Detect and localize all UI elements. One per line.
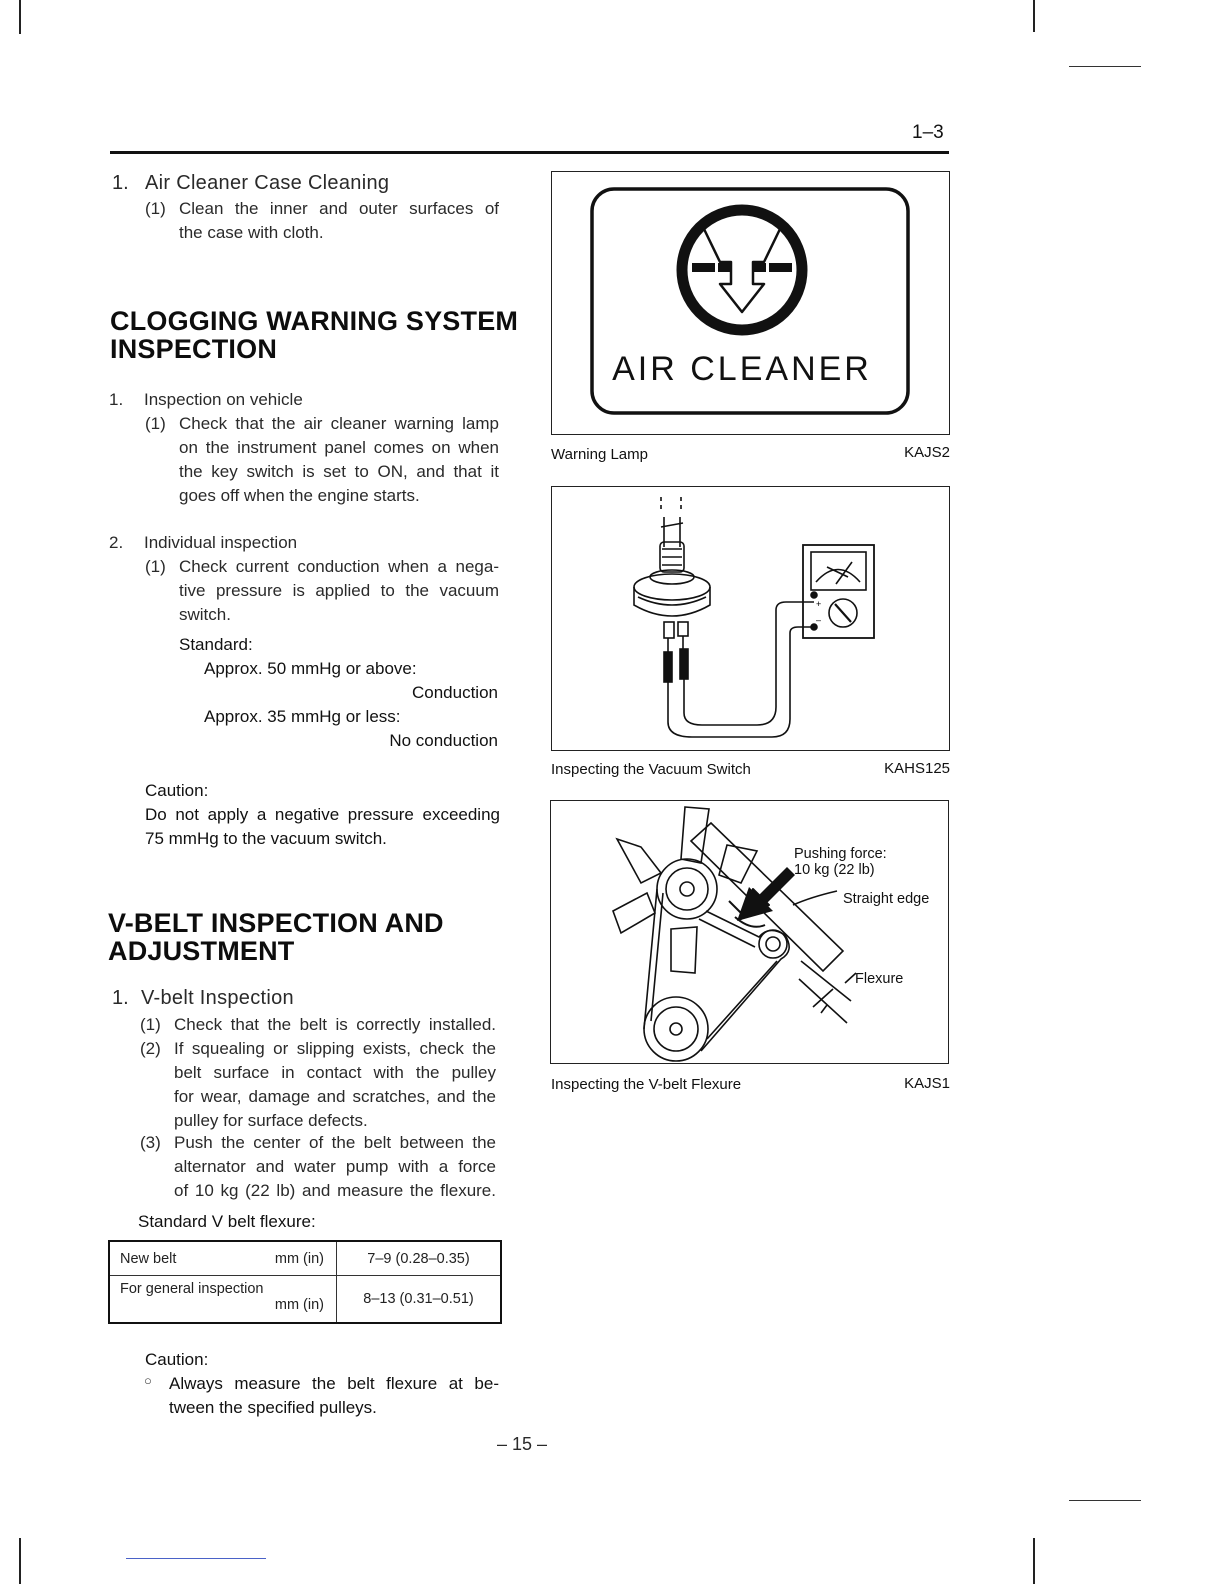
step-number: (3)	[140, 1133, 161, 1152]
standard-result: Conduction	[411, 683, 498, 702]
step-text: the key switch is set to ON, and that it	[179, 462, 499, 481]
lamp-label: AIR CLEANER	[612, 350, 872, 388]
caution-label: Caution:	[145, 1350, 209, 1369]
item-title: Inspection on vehicle	[144, 390, 303, 409]
caution-text: Do not apply a negative pressure exceeding	[145, 805, 500, 824]
section-heading: V-BELT INSPECTION AND	[108, 908, 444, 938]
crop-mark-bottom-right	[1033, 1538, 1035, 1584]
step-text: on the instrument panel comes on when	[179, 438, 499, 457]
figure-warning-lamp	[551, 171, 950, 435]
header-rule	[110, 151, 949, 154]
step-text: pulley for surface defects.	[174, 1111, 368, 1130]
ohmmeter-minus-terminal: –	[816, 615, 822, 625]
item-number: 1.	[112, 987, 129, 1009]
row-unit: mm (in)	[274, 1297, 324, 1314]
crop-mark-top-right	[1033, 0, 1035, 32]
step-text: switch.	[179, 605, 231, 624]
flexure-spec-table	[108, 1240, 502, 1324]
step-text: tive pressure is applied to the vacuum	[179, 581, 499, 600]
ohmmeter-plus-terminal: +	[816, 599, 822, 609]
caution-label: Caution:	[145, 781, 209, 800]
section-item-number: 1.	[112, 172, 129, 194]
step-number: (1)	[145, 557, 166, 576]
item-number: 2.	[109, 533, 124, 552]
table-cell-value: 7–9 (0.28–0.35)	[337, 1241, 502, 1276]
figure-caption: Warning Lamp	[551, 446, 648, 463]
warning-lamp-illustration	[552, 172, 948, 433]
row-label: New belt	[120, 1250, 177, 1267]
table-cell-label	[109, 1241, 337, 1276]
flexure-measure-line	[799, 979, 847, 1023]
step-text: If squealing or slipping exists, check the	[174, 1039, 496, 1058]
caution-text: 75 mmHg to the vacuum switch.	[145, 829, 387, 848]
step-number: (1)	[140, 1015, 161, 1034]
fan-blade	[671, 927, 697, 973]
section-heading: ADJUSTMENT	[108, 936, 295, 966]
caution-text: Always measure the belt flexure at be-	[169, 1374, 499, 1393]
fan-blade	[719, 845, 757, 883]
pushing-force-label: Pushing force:	[794, 846, 887, 862]
step-number: (1)	[145, 199, 166, 218]
figure-vbelt-flexure	[550, 800, 949, 1064]
figure-code: KAJS1	[904, 1075, 950, 1092]
table-row	[109, 1276, 501, 1323]
crop-mark-bottom-blue	[126, 1558, 266, 1559]
fan-blade	[617, 839, 661, 883]
section-heading: CLOGGING WARNING SYSTEM	[110, 306, 519, 336]
step-text: Clean the inner and outer surfaces of	[179, 199, 499, 218]
item-number: 1.	[109, 390, 124, 409]
ohmmeter-dial	[811, 552, 866, 590]
standard-result: No conduction	[389, 731, 498, 750]
row-unit: mm (in)	[274, 1251, 324, 1267]
section-item-title: Air Cleaner Case Cleaning	[145, 172, 390, 194]
step-text: Check current conduction when a nega-	[179, 557, 499, 576]
section-heading: INSPECTION	[110, 334, 278, 364]
step-text: Check that the belt is correctly installed.	[174, 1015, 496, 1034]
pushing-force-value: 10 kg (22 lb)	[794, 862, 875, 878]
figure-caption: Inspecting the V-belt Flexure	[551, 1076, 742, 1093]
crop-mark-bottom-left	[19, 1538, 21, 1584]
step-text: of 10 kg (22 lb) and measure the flexure.	[174, 1181, 496, 1200]
step-text: for wear, damage and scratches, and the	[174, 1087, 496, 1106]
standard-condition: Approx. 35 mmHg or less:	[204, 707, 401, 726]
standard-label: Standard V belt flexure:	[138, 1212, 316, 1231]
item-title: Individual inspection	[144, 533, 298, 552]
page-number: 1–3	[912, 122, 944, 143]
figure-caption: Inspecting the Vacuum Switch	[551, 761, 751, 778]
table-cell-value: 8–13 (0.31–0.51)	[337, 1276, 502, 1323]
step-text: alternator and water pump with a force	[174, 1157, 496, 1176]
figure-vacuum-switch	[551, 486, 950, 751]
step-number: (2)	[140, 1039, 161, 1058]
footer-page-number: – 15 –	[497, 1434, 548, 1454]
step-text: goes off when the engine starts.	[179, 486, 420, 505]
vacuum-switch-illustration	[552, 487, 948, 749]
crop-mark-right-upper	[1069, 66, 1141, 67]
flexure-label: Flexure	[855, 971, 904, 987]
caution-bullet: ○	[144, 1373, 152, 1388]
figure-code: KAHS125	[884, 760, 950, 777]
item-title: V-belt Inspection	[141, 987, 294, 1009]
air-cleaner-arrow-icon	[704, 229, 780, 312]
step-text: the case with cloth.	[179, 223, 324, 242]
crop-mark-top-left	[19, 0, 21, 34]
row-label: For general inspection	[120, 1281, 264, 1298]
step-text: Push the center of the belt between the	[174, 1133, 496, 1152]
step-number: (1)	[145, 414, 166, 433]
table-row	[109, 1241, 501, 1276]
step-text: Check that the air cleaner warning lamp	[179, 414, 499, 433]
straight-edge-label: Straight edge	[843, 891, 930, 907]
test-lead-wires	[668, 627, 814, 737]
figure-code: KAJS2	[904, 444, 950, 461]
standard-condition: Approx. 50 mmHg or above:	[204, 659, 417, 678]
caution-text: tween the specified pulleys.	[169, 1398, 377, 1417]
fan-blade	[613, 893, 655, 933]
crop-mark-right-lower	[1069, 1500, 1141, 1501]
standard-label: Standard:	[179, 635, 253, 654]
vacuum-switch-body	[634, 574, 710, 600]
table-cell-label	[109, 1276, 337, 1323]
step-text: belt surface in contact with the pulley	[174, 1063, 496, 1082]
vbelt-flexure-illustration	[551, 801, 947, 1062]
